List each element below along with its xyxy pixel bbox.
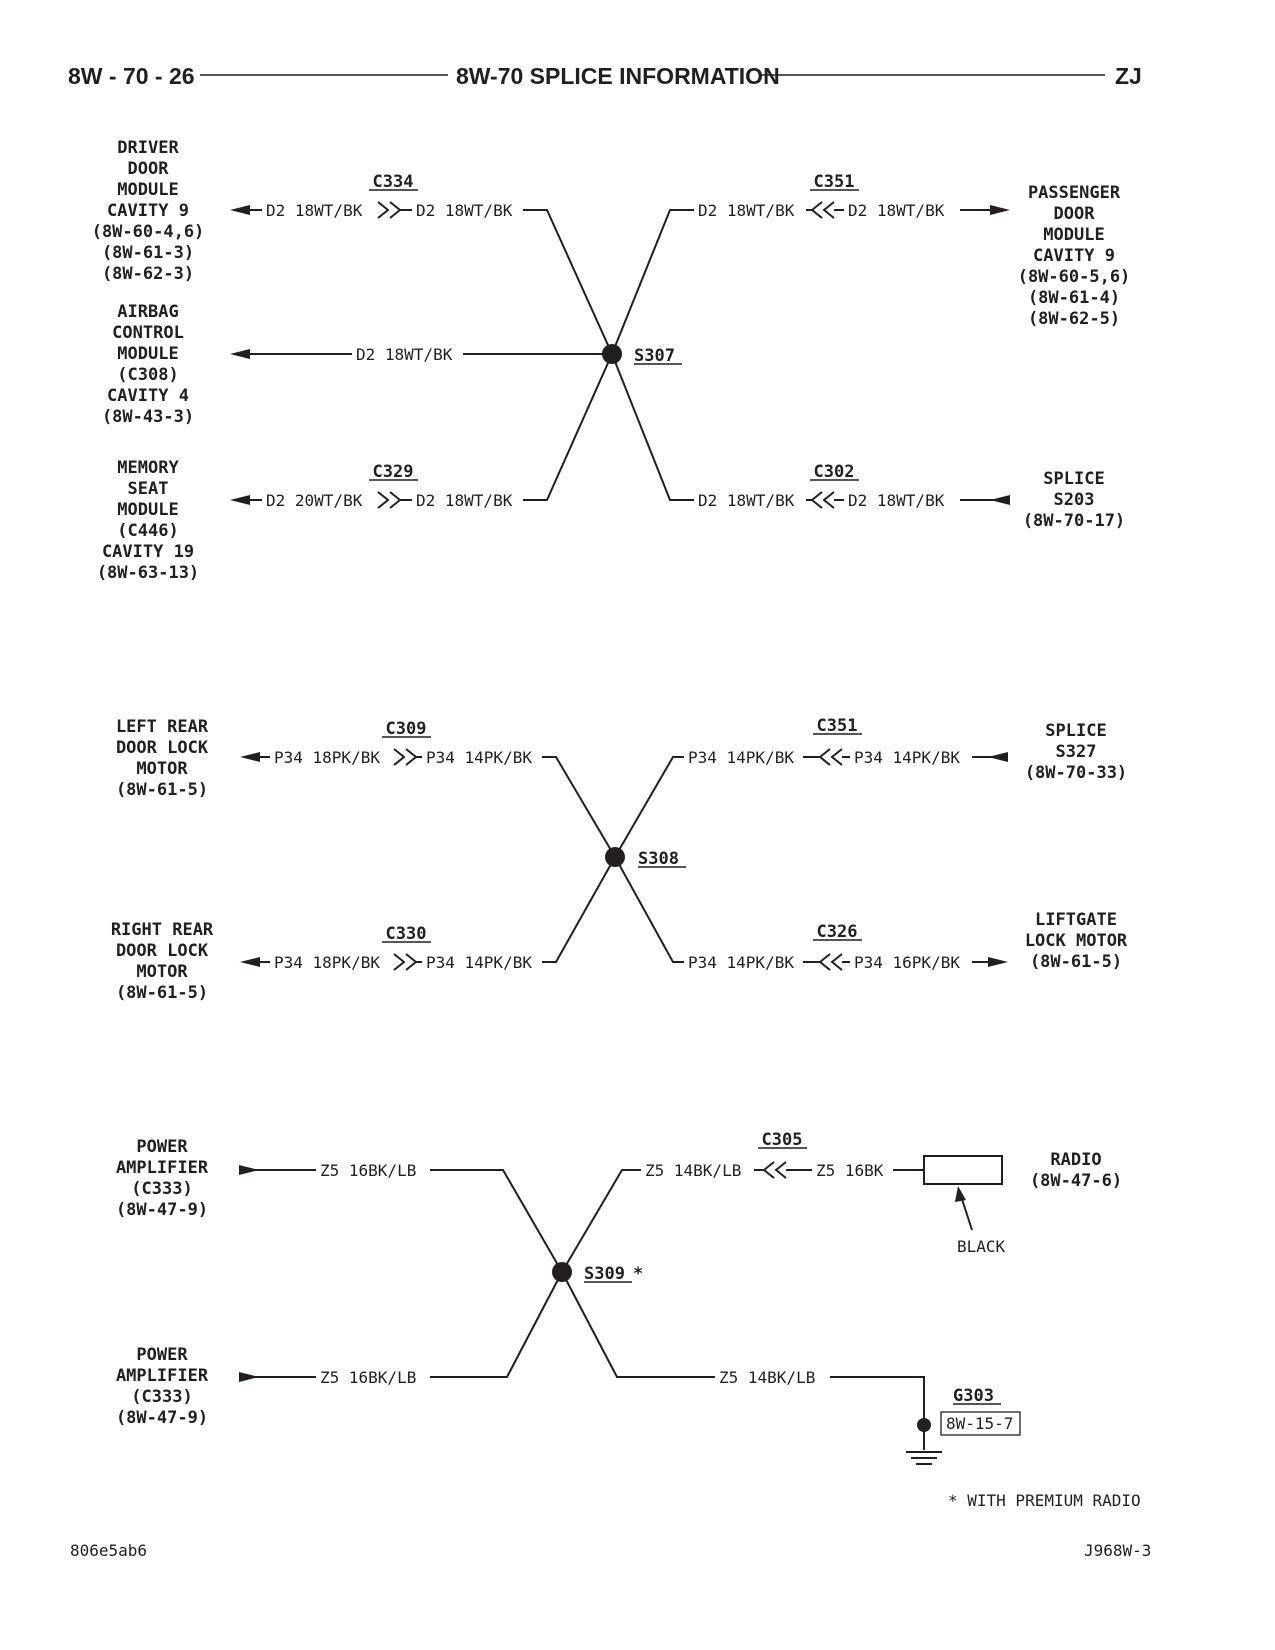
connector-c334-icon bbox=[378, 202, 400, 218]
wire-label: P34 14PK/BK bbox=[426, 953, 532, 972]
svg-text:(8W-43-3): (8W-43-3) bbox=[101, 407, 195, 427]
svg-text:LEFT REAR: LEFT REAR bbox=[115, 717, 209, 737]
arrow-left-icon bbox=[990, 495, 1010, 505]
wire-power-amplifier-bottom bbox=[239, 1272, 562, 1387]
wire-label: Z5 16BK/LB bbox=[320, 1161, 417, 1180]
svg-text:(8W-62-5): (8W-62-5) bbox=[1027, 309, 1121, 329]
wire-splice-s327 bbox=[615, 716, 1008, 857]
arrow-up-icon bbox=[955, 1186, 966, 1202]
wire-label: D2 18WT/BK bbox=[698, 201, 795, 220]
svg-text:PASSENGER: PASSENGER bbox=[1027, 183, 1121, 203]
pointer-line bbox=[961, 1196, 972, 1230]
footer-left-code: 806e5ab6 bbox=[70, 1541, 148, 1560]
connector-label-c330: C330 bbox=[385, 924, 427, 944]
radio-connector-box bbox=[924, 1156, 1002, 1184]
splice-s307-dot bbox=[602, 344, 622, 364]
power-amplifier-top-label bbox=[116, 1137, 209, 1220]
wire-liftgate-lock bbox=[615, 857, 1008, 972]
page-title: 8W-70 SPLICE INFORMATION bbox=[456, 63, 780, 89]
svg-text:SPLICE: SPLICE bbox=[1045, 721, 1107, 741]
svg-text:(8W-63-13): (8W-63-13) bbox=[96, 563, 200, 583]
wire-radio bbox=[562, 1130, 1006, 1272]
svg-text:MODULE: MODULE bbox=[117, 344, 179, 364]
connector-c309-icon bbox=[394, 749, 416, 765]
connector-label-c305: C305 bbox=[761, 1130, 803, 1150]
wire-label: D2 18WT/BK bbox=[416, 491, 513, 510]
liftgate-lock-motor-label bbox=[1025, 910, 1128, 972]
splice-label-s307: S307 bbox=[634, 346, 675, 366]
wire-right-rear-door-lock bbox=[240, 857, 615, 972]
svg-text:(8W-70-33): (8W-70-33) bbox=[1024, 763, 1128, 783]
wire-label: D2 20WT/BK bbox=[266, 491, 363, 510]
svg-text:(C333): (C333) bbox=[131, 1179, 193, 1199]
svg-text:MOTOR: MOTOR bbox=[136, 759, 188, 779]
svg-text:(C446): (C446) bbox=[117, 521, 179, 541]
svg-text:POWER: POWER bbox=[136, 1137, 188, 1157]
wire-memory-seat bbox=[230, 354, 612, 510]
svg-text:(8W-60-5,6): (8W-60-5,6) bbox=[1017, 267, 1131, 287]
svg-text:MOTOR: MOTOR bbox=[136, 962, 188, 982]
splice-label-s308: S308 bbox=[638, 849, 679, 869]
arrow-right-icon bbox=[988, 957, 1008, 967]
left-rear-door-lock-motor-label bbox=[116, 717, 209, 800]
svg-text:(8W-60-4,6): (8W-60-4,6) bbox=[91, 222, 205, 242]
svg-text:POWER: POWER bbox=[136, 1345, 188, 1365]
connector-c351-icon bbox=[812, 202, 834, 218]
svg-text:(8W-47-9): (8W-47-9) bbox=[115, 1200, 209, 1220]
model-code: ZJ bbox=[1115, 63, 1142, 89]
splice-s309-group bbox=[116, 1130, 1122, 1464]
arrow-right-icon bbox=[990, 205, 1010, 215]
svg-text:AIRBAG: AIRBAG bbox=[117, 302, 179, 322]
svg-text:SEAT: SEAT bbox=[127, 479, 169, 499]
wire-label: Z5 14BK/LB bbox=[719, 1368, 816, 1387]
svg-text:CAVITY 9: CAVITY 9 bbox=[1033, 246, 1115, 266]
wire-label: P34 14PK/BK bbox=[688, 748, 794, 767]
wire-label: Z5 16BK/LB bbox=[320, 1368, 417, 1387]
connector-label-c326: C326 bbox=[816, 922, 858, 942]
svg-text:MODULE: MODULE bbox=[1043, 225, 1105, 245]
svg-text:DOOR LOCK: DOOR LOCK bbox=[115, 738, 209, 758]
svg-text:(8W-61-5): (8W-61-5) bbox=[115, 780, 209, 800]
svg-text:(C333): (C333) bbox=[131, 1387, 193, 1407]
arrow-left-icon bbox=[988, 752, 1008, 762]
svg-text:(8W-47-6): (8W-47-6) bbox=[1029, 1171, 1123, 1191]
wire-ground-g303 bbox=[562, 1272, 1020, 1464]
connector-label-c334: C334 bbox=[372, 172, 414, 192]
svg-text:(8W-61-4): (8W-61-4) bbox=[1027, 288, 1121, 308]
svg-text:CAVITY 19: CAVITY 19 bbox=[101, 542, 195, 562]
svg-text:(8W-61-5): (8W-61-5) bbox=[115, 983, 209, 1003]
wire-label: D2 18WT/BK bbox=[848, 491, 945, 510]
ground-junction-dot bbox=[917, 1418, 931, 1432]
memory-seat-module-label bbox=[97, 458, 199, 583]
splice-s308-group bbox=[111, 716, 1128, 1003]
connector-c302-icon bbox=[812, 492, 834, 508]
svg-text:CAVITY 9: CAVITY 9 bbox=[107, 201, 189, 221]
wire-label: D2 18WT/BK bbox=[698, 491, 795, 510]
connector-label-c329: C329 bbox=[372, 462, 414, 482]
wire-splice-s203 bbox=[612, 354, 1010, 510]
svg-text:MODULE: MODULE bbox=[117, 180, 179, 200]
svg-text:RADIO: RADIO bbox=[1050, 1150, 1102, 1170]
footer-right-code: J968W-3 bbox=[1084, 1541, 1152, 1560]
splice-s327-label bbox=[1025, 721, 1127, 783]
wire-label: P34 14PK/BK bbox=[854, 748, 960, 767]
wire-power-amplifier-top bbox=[239, 1161, 562, 1272]
svg-text:LIFTGATE: LIFTGATE bbox=[1035, 910, 1117, 930]
wire-label: P34 14PK/BK bbox=[426, 748, 532, 767]
connector-label-c351: C351 bbox=[816, 716, 858, 736]
wire-label: Z5 16BK bbox=[816, 1161, 884, 1180]
right-rear-door-lock-motor-label bbox=[111, 920, 214, 1003]
radio-label bbox=[1030, 1150, 1122, 1191]
connector-label-c309: C309 bbox=[385, 719, 427, 739]
connector-c329-icon bbox=[378, 492, 400, 508]
wire-label: D2 18WT/BK bbox=[416, 201, 513, 220]
wire-label: P34 18PK/BK bbox=[274, 953, 380, 972]
airbag-control-module-label bbox=[102, 302, 194, 427]
wire-label: P34 14PK/BK bbox=[688, 953, 794, 972]
wire-label: P34 16PK/BK bbox=[854, 953, 960, 972]
splice-asterisk: * bbox=[633, 1264, 644, 1284]
connector-c330-icon bbox=[394, 954, 416, 970]
connector-color-note: BLACK bbox=[957, 1237, 1006, 1256]
svg-text:SPLICE: SPLICE bbox=[1043, 469, 1105, 489]
svg-text:MODULE: MODULE bbox=[117, 500, 179, 520]
svg-text:(8W-62-3): (8W-62-3) bbox=[101, 264, 195, 284]
connector-c351-icon bbox=[820, 749, 842, 765]
wire-label: D2 18WT/BK bbox=[266, 201, 363, 220]
wire-label: Z5 14BK/LB bbox=[645, 1161, 742, 1180]
wire-label: D2 18WT/BK bbox=[356, 345, 453, 364]
splice-label-s309: S309 bbox=[584, 1264, 625, 1284]
connector-label-c302: C302 bbox=[813, 462, 855, 482]
svg-text:S203: S203 bbox=[1053, 490, 1095, 510]
splice-s308-dot bbox=[605, 847, 625, 867]
power-amplifier-bottom-label bbox=[116, 1345, 209, 1428]
svg-text:(8W-70-17): (8W-70-17) bbox=[1022, 511, 1126, 531]
svg-text:DRIVER: DRIVER bbox=[117, 138, 179, 158]
wire-airbag bbox=[230, 345, 612, 364]
svg-text:(8W-61-5): (8W-61-5) bbox=[1029, 952, 1123, 972]
passenger-door-module-label bbox=[1018, 183, 1131, 329]
wire-label: D2 18WT/BK bbox=[848, 201, 945, 220]
svg-text:(8W-61-3): (8W-61-3) bbox=[101, 243, 195, 263]
svg-text:AMPLIFIER: AMPLIFIER bbox=[115, 1158, 209, 1178]
svg-text:DOOR: DOOR bbox=[1053, 204, 1095, 224]
splice-s309-dot bbox=[552, 1262, 572, 1282]
splice-s307-group bbox=[92, 138, 1131, 583]
connector-c326-icon bbox=[820, 954, 842, 970]
svg-text:CAVITY 4: CAVITY 4 bbox=[107, 386, 189, 406]
svg-text:DOOR: DOOR bbox=[127, 159, 169, 179]
page-code: 8W - 70 - 26 bbox=[68, 63, 195, 89]
svg-text:DOOR LOCK: DOOR LOCK bbox=[115, 941, 209, 961]
connector-c305-icon bbox=[764, 1162, 786, 1178]
svg-text:RIGHT REAR: RIGHT REAR bbox=[110, 920, 214, 940]
footnote: * WITH PREMIUM RADIO bbox=[948, 1491, 1141, 1510]
driver-door-module-label bbox=[92, 138, 205, 284]
page-header bbox=[68, 63, 1142, 89]
wire-label: P34 18PK/BK bbox=[274, 748, 380, 767]
wire-left-rear-door-lock bbox=[240, 719, 615, 857]
svg-text:AMPLIFIER: AMPLIFIER bbox=[115, 1366, 209, 1386]
splice-s203-label bbox=[1023, 469, 1125, 531]
svg-text:(C308): (C308) bbox=[117, 365, 179, 385]
wire-driver-door bbox=[230, 172, 612, 354]
ground-label-g303: G303 bbox=[953, 1386, 994, 1406]
svg-text:CONTROL: CONTROL bbox=[112, 323, 184, 343]
svg-text:(8W-47-9): (8W-47-9) bbox=[115, 1408, 209, 1428]
ground-ref: 8W-15-7 bbox=[946, 1414, 1014, 1433]
svg-text:MEMORY: MEMORY bbox=[117, 458, 179, 478]
svg-text:LOCK MOTOR: LOCK MOTOR bbox=[1024, 931, 1128, 951]
wire-passenger-door bbox=[612, 172, 1010, 354]
connector-label-c351: C351 bbox=[813, 172, 855, 192]
svg-text:S327: S327 bbox=[1055, 742, 1097, 762]
